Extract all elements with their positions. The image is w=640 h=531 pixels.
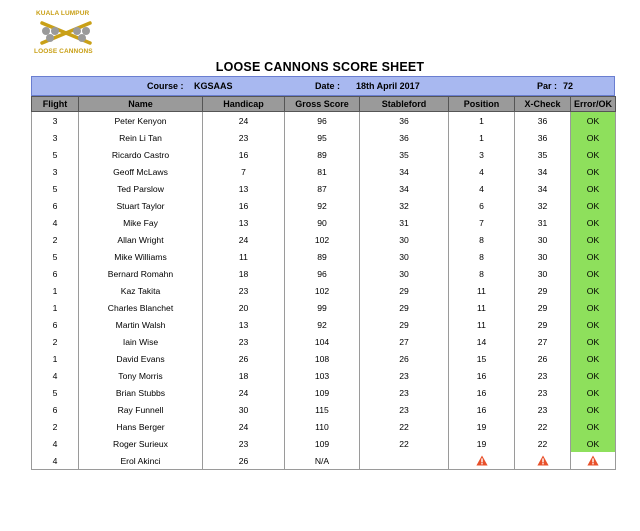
cell-position: 11	[449, 316, 515, 333]
cell-handicap: 16	[203, 146, 285, 163]
date-label: Date :	[315, 81, 341, 91]
cell-flight: 5	[32, 146, 79, 163]
cell-stableford: 29	[360, 316, 449, 333]
table-row	[32, 367, 616, 384]
cell-stableford: 27	[360, 333, 449, 350]
cell-handicap: 16	[203, 197, 285, 214]
cell-stableford: 22	[360, 435, 449, 452]
cell-position: 1	[449, 112, 515, 130]
cell-handicap: 24	[203, 418, 285, 435]
col-header-handicap: Handicap	[203, 97, 285, 112]
cell-flight: 1	[32, 350, 79, 367]
table-row	[32, 452, 616, 470]
cell-stableford: 36	[360, 112, 449, 130]
cell-position: 19	[449, 418, 515, 435]
cell-name: Peter Kenyon	[79, 112, 203, 130]
cell-handicap: 24	[203, 384, 285, 401]
cell-status: OK	[571, 316, 616, 333]
table-row	[32, 248, 616, 265]
cell-handicap: 24	[203, 231, 285, 248]
cell-handicap: 23	[203, 435, 285, 452]
cell-status: OK	[571, 384, 616, 401]
cell-name: Mike Fay	[79, 214, 203, 231]
cell-xcheck: 27	[515, 333, 571, 350]
table-row	[32, 214, 616, 231]
table-row	[32, 418, 616, 435]
cell-xcheck: 29	[515, 299, 571, 316]
cell-status: OK	[571, 180, 616, 197]
cell-handicap: 13	[203, 316, 285, 333]
warning-triangle-icon	[537, 455, 549, 466]
warning-triangle-icon	[587, 455, 599, 466]
cell-xcheck: 30	[515, 231, 571, 248]
cell-gross: 89	[285, 146, 360, 163]
par-value: 72	[563, 81, 574, 91]
cell-stableford: 23	[360, 367, 449, 384]
cell-stableford: 30	[360, 231, 449, 248]
cell-gross: 102	[285, 231, 360, 248]
cell-position: 8	[449, 231, 515, 248]
table-row	[32, 146, 616, 163]
cell-stableford: 22	[360, 418, 449, 435]
table-row	[32, 112, 616, 130]
warning-triangle-icon	[476, 455, 488, 466]
cell-xcheck: 23	[515, 367, 571, 384]
cell-flight: 4	[32, 452, 79, 470]
cell-gross: 87	[285, 180, 360, 197]
cell-gross: 95	[285, 129, 360, 146]
cell-xcheck: 30	[515, 248, 571, 265]
cell-name: Mike Williams	[79, 248, 203, 265]
cell-handicap: 24	[203, 112, 285, 130]
cell-name: Bernard Romahn	[79, 265, 203, 282]
cell-flight: 3	[32, 112, 79, 130]
cell-handicap: 26	[203, 452, 285, 470]
cell-flight: 6	[32, 316, 79, 333]
cell-name: Allan Wright	[79, 231, 203, 248]
cell-stableford: 29	[360, 299, 449, 316]
cell-name: Brian Stubbs	[79, 384, 203, 401]
cell-name: Charles Blanchet	[79, 299, 203, 316]
cell-name: Tony Morris	[79, 367, 203, 384]
cell-name: Kaz Takita	[79, 282, 203, 299]
cell-position: 15	[449, 350, 515, 367]
cell-status: OK	[571, 418, 616, 435]
cell-stableford: 23	[360, 384, 449, 401]
cell-status: OK	[571, 401, 616, 418]
cell-flight: 3	[32, 129, 79, 146]
cell-handicap: 13	[203, 180, 285, 197]
cell-position: 4	[449, 180, 515, 197]
cell-handicap: 11	[203, 248, 285, 265]
cell-xcheck: 34	[515, 180, 571, 197]
col-header-flight: Flight	[32, 97, 79, 112]
cell-flight: 2	[32, 231, 79, 248]
page-title: LOOSE CANNONS SCORE SHEET	[215, 60, 425, 74]
cell-position: 19	[449, 435, 515, 452]
cell-flight: 5	[32, 180, 79, 197]
cell-xcheck: 31	[515, 214, 571, 231]
cell-flight: 6	[32, 265, 79, 282]
club-logo	[34, 10, 98, 56]
cell-flight: 6	[32, 197, 79, 214]
cell-xcheck: 22	[515, 418, 571, 435]
cell-handicap: 23	[203, 129, 285, 146]
cell-stableford: 26	[360, 350, 449, 367]
cell-status	[571, 452, 616, 470]
cell-gross: 99	[285, 299, 360, 316]
logo-text-top: KUALA LUMPUR	[36, 10, 90, 17]
table-row	[32, 350, 616, 367]
cell-stableford: 23	[360, 401, 449, 418]
cell-status: OK	[571, 248, 616, 265]
cell-flight: 5	[32, 248, 79, 265]
cell-flight: 3	[32, 163, 79, 180]
course-info-bar	[31, 76, 615, 96]
cell-xcheck: 36	[515, 112, 571, 130]
cell-status: OK	[571, 231, 616, 248]
cell-status: OK	[571, 435, 616, 452]
cell-flight: 5	[32, 384, 79, 401]
col-header-xcheck: X-Check	[515, 97, 571, 112]
cell-name: David Evans	[79, 350, 203, 367]
table-row	[32, 299, 616, 316]
cell-position: 8	[449, 248, 515, 265]
cell-flight: 4	[32, 435, 79, 452]
cell-status: OK	[571, 367, 616, 384]
cell-stableford: 30	[360, 265, 449, 282]
cell-xcheck: 26	[515, 350, 571, 367]
cell-stableford: 36	[360, 129, 449, 146]
cell-gross: 109	[285, 384, 360, 401]
table-header-row	[32, 97, 616, 112]
cell-handicap: 20	[203, 299, 285, 316]
cell-stableford: 29	[360, 282, 449, 299]
cell-gross: 96	[285, 265, 360, 282]
table-row	[32, 129, 616, 146]
date-value: 18th April 2017	[356, 81, 420, 91]
table-row	[32, 180, 616, 197]
cell-status: OK	[571, 214, 616, 231]
cell-name: Ted Parslow	[79, 180, 203, 197]
cell-xcheck: 34	[515, 163, 571, 180]
cell-xcheck: 22	[515, 435, 571, 452]
cell-name: Hans Berger	[79, 418, 203, 435]
cell-flight: 2	[32, 333, 79, 350]
cell-status: OK	[571, 299, 616, 316]
cell-gross: 103	[285, 367, 360, 384]
cell-position: 11	[449, 299, 515, 316]
cell-status: OK	[571, 163, 616, 180]
logo-text-bottom: LOOSE CANNONS	[34, 48, 93, 55]
cell-gross: 115	[285, 401, 360, 418]
cell-position: 4	[449, 163, 515, 180]
cell-handicap: 13	[203, 214, 285, 231]
cell-flight: 2	[32, 418, 79, 435]
cell-xcheck: 29	[515, 282, 571, 299]
cell-status: OK	[571, 129, 616, 146]
cell-name: Ricardo Castro	[79, 146, 203, 163]
cell-handicap: 30	[203, 401, 285, 418]
cell-status: OK	[571, 282, 616, 299]
cell-gross: N/A	[285, 452, 360, 470]
cell-gross: 92	[285, 316, 360, 333]
col-header-position: Position	[449, 97, 515, 112]
cell-xcheck: 32	[515, 197, 571, 214]
cell-gross: 90	[285, 214, 360, 231]
table-row	[32, 401, 616, 418]
crossed-cannons-icon	[38, 19, 94, 47]
cell-name: Roger Surieux	[79, 435, 203, 452]
cell-handicap: 18	[203, 367, 285, 384]
cell-status: OK	[571, 333, 616, 350]
cell-stableford: 31	[360, 214, 449, 231]
table-row	[32, 333, 616, 350]
cell-gross: 92	[285, 197, 360, 214]
cell-xcheck: 29	[515, 316, 571, 333]
table-row	[32, 265, 616, 282]
cell-stableford: 30	[360, 248, 449, 265]
cell-status: OK	[571, 197, 616, 214]
cell-name: Ray Funnell	[79, 401, 203, 418]
cell-xcheck: 23	[515, 401, 571, 418]
cell-position: 16	[449, 367, 515, 384]
cell-flight: 1	[32, 299, 79, 316]
cell-gross: 109	[285, 435, 360, 452]
table-row	[32, 435, 616, 452]
cell-handicap: 7	[203, 163, 285, 180]
cell-name: Rein Li Tan	[79, 129, 203, 146]
cell-flight: 4	[32, 214, 79, 231]
cell-status: OK	[571, 350, 616, 367]
cell-name: Iain Wise	[79, 333, 203, 350]
par-label: Par :	[537, 81, 558, 91]
cell-position: 1	[449, 129, 515, 146]
cell-gross: 108	[285, 350, 360, 367]
cell-flight: 1	[32, 282, 79, 299]
cell-gross: 81	[285, 163, 360, 180]
cell-xcheck	[515, 452, 571, 470]
cell-name: Erol Akinci	[79, 452, 203, 470]
cell-stableford	[360, 452, 449, 470]
table-row	[32, 384, 616, 401]
cell-handicap: 23	[203, 282, 285, 299]
course-value: KGSAAS	[194, 81, 233, 91]
col-header-error-ok: Error/OK	[571, 97, 616, 112]
cell-position: 16	[449, 384, 515, 401]
table-row	[32, 231, 616, 248]
table-row	[32, 197, 616, 214]
cell-xcheck: 35	[515, 146, 571, 163]
cell-position: 7	[449, 214, 515, 231]
cell-position: 11	[449, 282, 515, 299]
cell-position	[449, 452, 515, 470]
table-row	[32, 282, 616, 299]
cell-position: 3	[449, 146, 515, 163]
cell-gross: 110	[285, 418, 360, 435]
cell-gross: 89	[285, 248, 360, 265]
cell-name: Stuart Taylor	[79, 197, 203, 214]
cell-stableford: 32	[360, 197, 449, 214]
cell-xcheck: 36	[515, 129, 571, 146]
cell-flight: 6	[32, 401, 79, 418]
cell-status: OK	[571, 265, 616, 282]
cell-stableford: 34	[360, 163, 449, 180]
cell-position: 16	[449, 401, 515, 418]
cell-status: OK	[571, 146, 616, 163]
score-table	[31, 96, 616, 470]
cell-xcheck: 30	[515, 265, 571, 282]
col-header-stableford: Stableford	[360, 97, 449, 112]
col-header-name: Name	[79, 97, 203, 112]
cell-position: 8	[449, 265, 515, 282]
course-label: Course :	[147, 81, 184, 91]
cell-flight: 4	[32, 367, 79, 384]
cell-gross: 96	[285, 112, 360, 130]
cell-handicap: 18	[203, 265, 285, 282]
table-row	[32, 316, 616, 333]
cell-name: Martin Walsh	[79, 316, 203, 333]
cell-handicap: 26	[203, 350, 285, 367]
table-row	[32, 163, 616, 180]
cell-handicap: 23	[203, 333, 285, 350]
cell-position: 6	[449, 197, 515, 214]
cell-stableford: 34	[360, 180, 449, 197]
cell-gross: 104	[285, 333, 360, 350]
cell-position: 14	[449, 333, 515, 350]
cell-gross: 102	[285, 282, 360, 299]
cell-xcheck: 23	[515, 384, 571, 401]
cell-name: Geoff McLaws	[79, 163, 203, 180]
cell-status: OK	[571, 112, 616, 130]
cell-stableford: 35	[360, 146, 449, 163]
col-header-gross-score: Gross Score	[285, 97, 360, 112]
